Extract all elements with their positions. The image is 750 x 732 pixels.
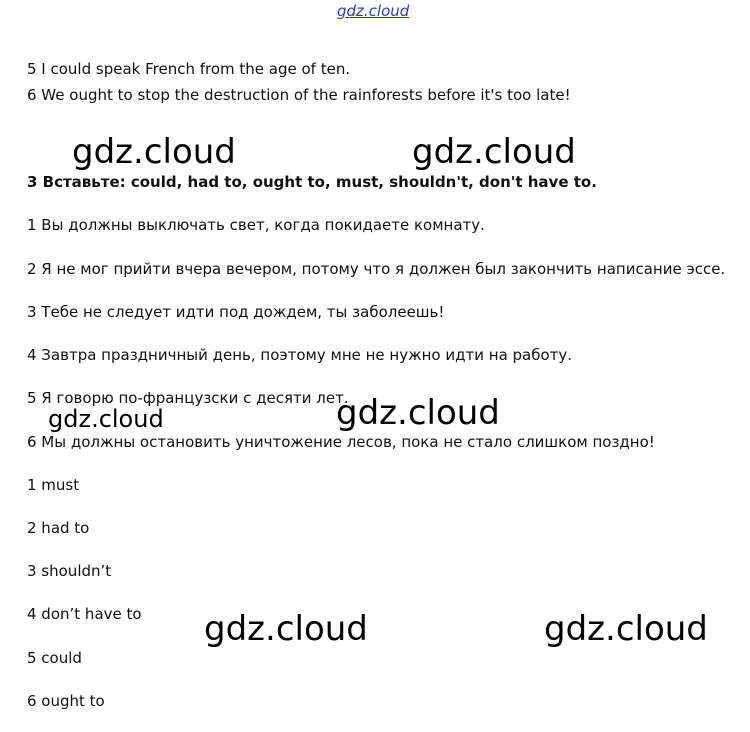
task-sentence-6: 6 Мы должны остановить уничтожение лесов, пока не стало слишком поздно! xyxy=(27,433,655,451)
task-sentence-5: 5 Я говорю по-французски с десяти лет. xyxy=(27,389,349,407)
watermark: gdz.cloud xyxy=(336,393,500,433)
task-sentence-1: 1 Вы должны выключать свет, когда покидаете комнату. xyxy=(27,216,485,234)
answer-2: 2 had to xyxy=(27,519,90,537)
watermark: gdz.cloud xyxy=(544,609,708,649)
watermark: gdz.cloud xyxy=(204,609,368,649)
answer-4: 4 don’t have to xyxy=(27,605,142,623)
answer-5: 5 could xyxy=(27,649,82,667)
prev-sentence-5: 5 I could speak French from the age of ten. xyxy=(27,60,351,78)
answer-6: 6 ought to xyxy=(27,692,105,710)
watermark-top: gdz.cloud xyxy=(337,2,410,20)
answer-3: 3 shouldn’t xyxy=(27,562,112,580)
watermark: gdz.cloud xyxy=(48,405,164,433)
task-sentence-4: 4 Завтра праздничный день, поэтому мне не нужно идти на работу. xyxy=(27,346,573,364)
watermark: gdz.cloud xyxy=(412,132,576,172)
answer-1: 1 must xyxy=(27,476,80,494)
task-sentence-3: 3 Тебе не следует идти под дождем, ты заболеешь! xyxy=(27,303,445,321)
watermark: gdz.cloud xyxy=(72,132,236,172)
task-heading: 3 Вставьте: could, had to, ought to, must, shouldn't, don't have to. xyxy=(27,173,597,191)
prev-sentence-6: 6 We ought to stop the destruction of the rainforests before it's too late! xyxy=(27,86,571,104)
task-sentence-2: 2 Я не мог прийти вчера вечером, потому что я должен был закончить написание эссе. xyxy=(27,260,726,278)
